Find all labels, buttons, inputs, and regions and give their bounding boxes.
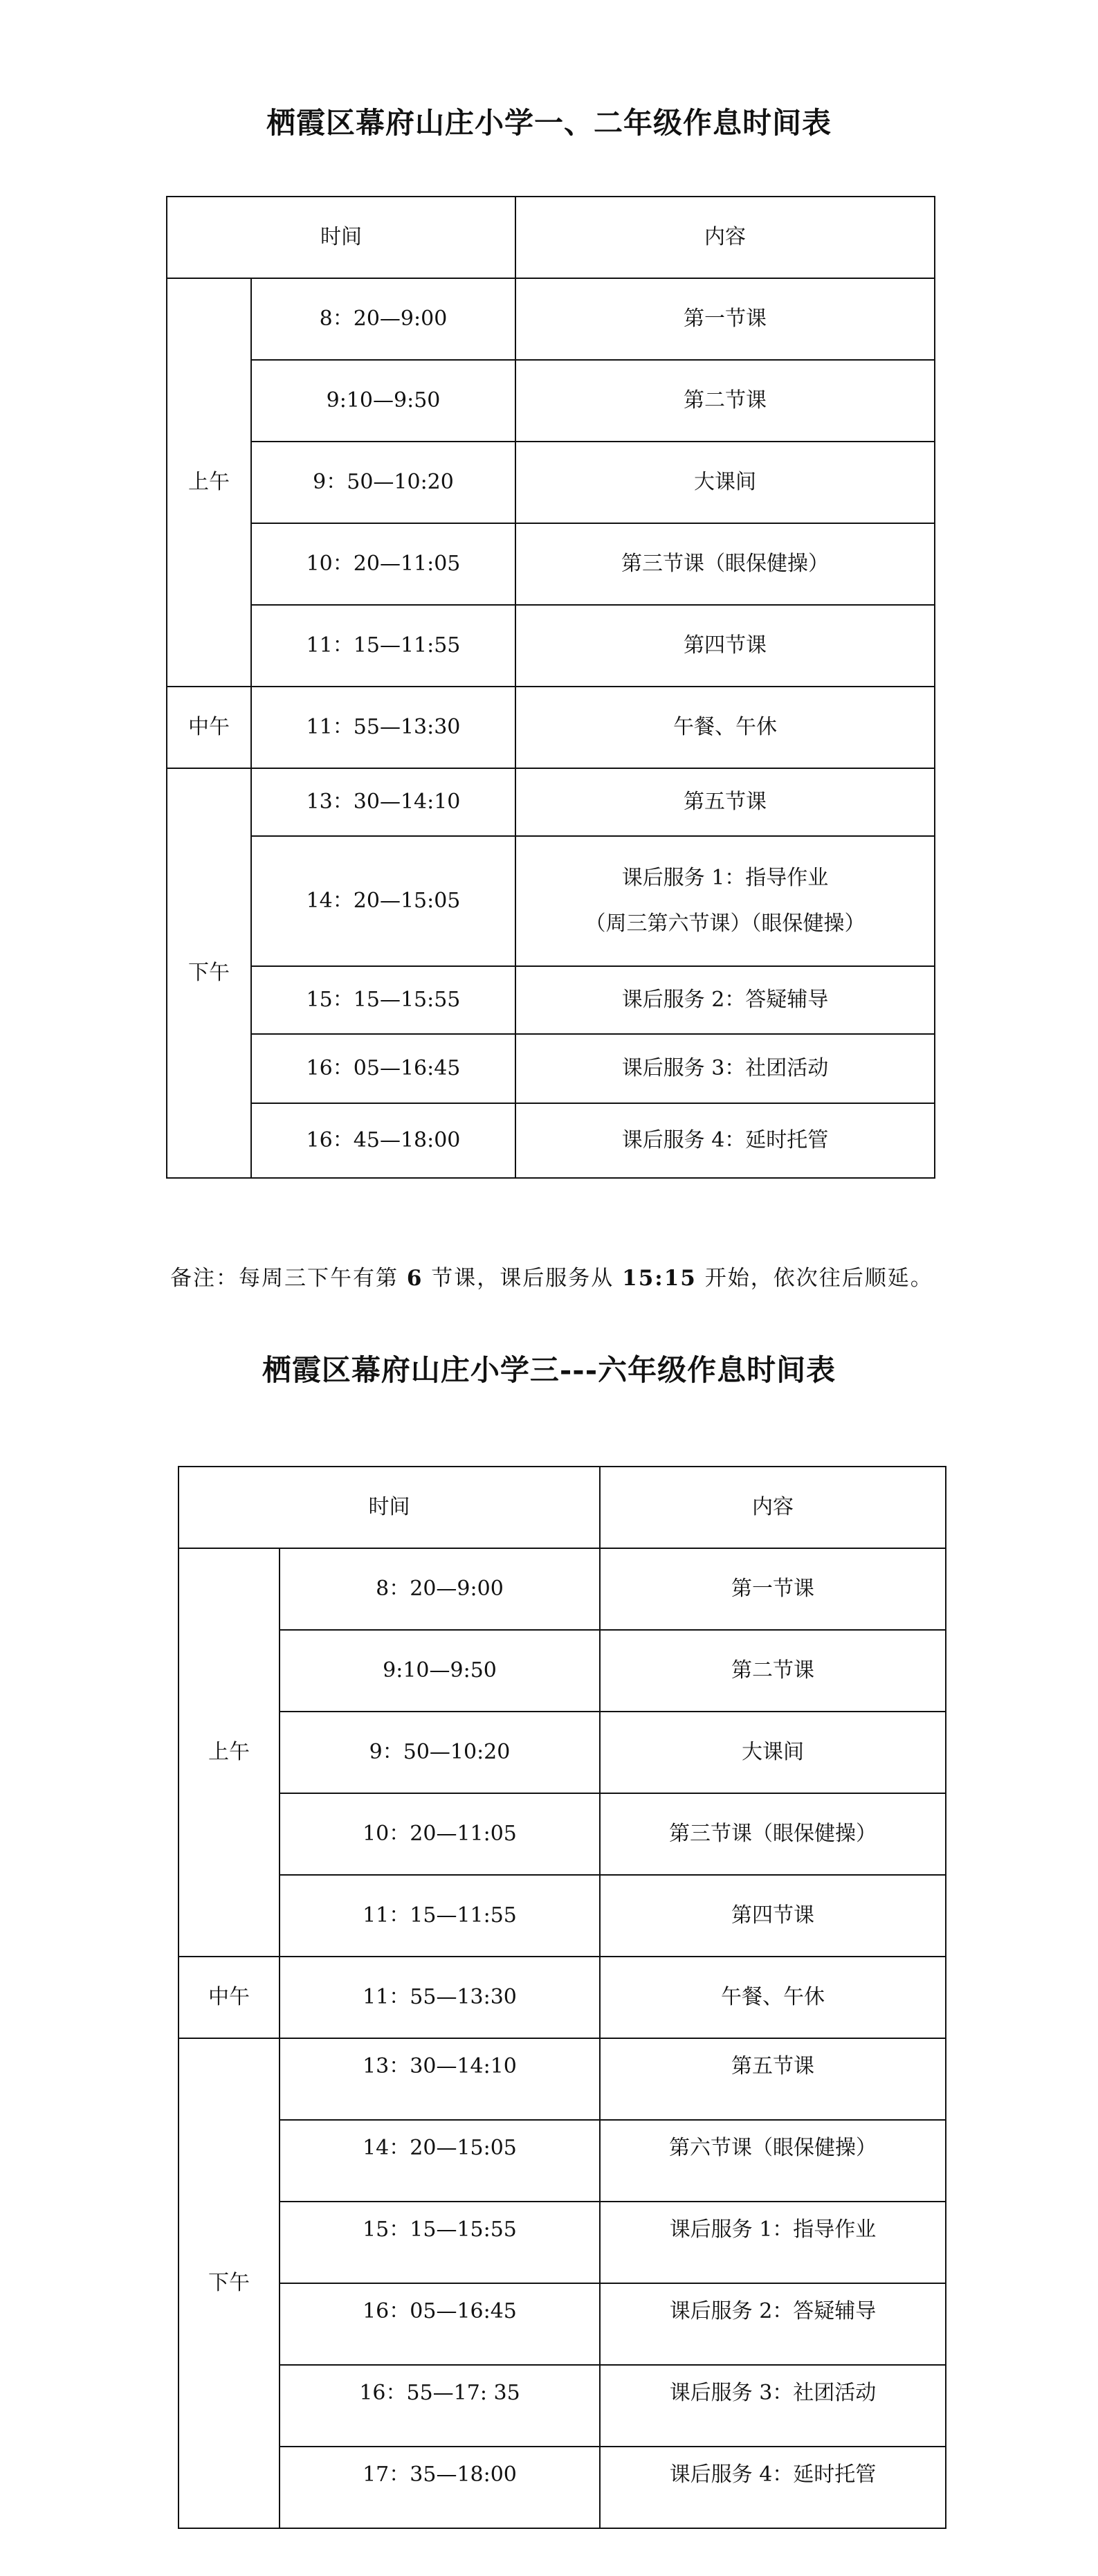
table-row [167, 1103, 935, 1178]
content-cell: 大课间 [515, 442, 935, 523]
content-cell: 第四节课 [600, 1875, 946, 1957]
table-row [179, 1875, 946, 1957]
table-row [167, 360, 935, 442]
time-cell: 17：35—18:00 [280, 2447, 600, 2528]
time-cell: 13：30—14:10 [280, 2038, 600, 2120]
table-row [167, 442, 935, 523]
content-cell: 课后服务 2：答疑辅导 [515, 966, 935, 1034]
time-cell: 8：20—9:00 [280, 1548, 600, 1630]
table-row [167, 687, 935, 768]
time-cell: 9：50—10:20 [280, 1712, 600, 1793]
header-time: 时间 [167, 197, 515, 278]
period-label-morning: 上午 [179, 1548, 280, 1957]
content-cell: 第一节课 [600, 1548, 946, 1630]
time-cell: 9:10—9:50 [280, 1630, 600, 1712]
time-cell: 16：55—17: 35 [280, 2365, 600, 2447]
table-row [167, 836, 935, 966]
table1-title: 栖霞区幕府山庄小学一、二年级作息时间表 [266, 106, 832, 140]
time-cell: 16：05—16:45 [251, 1034, 515, 1103]
content-cell: 第三节课（眼保健操） [515, 523, 935, 605]
table-row [179, 1793, 946, 1875]
time-cell: 9：50—10:20 [251, 442, 515, 523]
period-label-morning: 上午 [167, 278, 251, 687]
table-row [167, 605, 935, 687]
content-line-2: （周三第六节课）（眼保健操） [585, 911, 866, 936]
content-cell: 第二节课 [515, 360, 935, 442]
content-cell: 课后服务 2：答疑辅导 [600, 2283, 946, 2365]
table-header-row [167, 197, 935, 278]
time-cell: 11：55—13:30 [251, 687, 515, 768]
period-label-afternoon: 下午 [167, 768, 251, 1178]
schedule-note [170, 1256, 945, 1300]
table-row [179, 2202, 946, 2283]
content-cell: 课后服务 4：延时托管 [600, 2447, 946, 2528]
header-time: 时间 [179, 1467, 600, 1548]
note-period: 6 [406, 1266, 423, 1291]
content-cell: 课后服务 3：社团活动 [515, 1034, 935, 1103]
time-cell: 8：20—9:00 [251, 278, 515, 360]
table-row [167, 1034, 935, 1103]
table-row [179, 1548, 946, 1630]
header-content: 内容 [600, 1467, 946, 1548]
note-suffix: 开始，依次往后顺延。 [696, 1266, 933, 1291]
time-cell: 14：20—15:05 [251, 836, 515, 966]
time-cell: 13：30—14:10 [251, 768, 515, 836]
time-cell: 11：15—11:55 [280, 1875, 600, 1957]
time-cell: 11：15—11:55 [251, 605, 515, 687]
content-cell: 第六节课（眼保健操） [600, 2120, 946, 2202]
content-cell: 课后服务 3：社团活动 [600, 2365, 946, 2447]
schedule-table-grade-3-6 [178, 1466, 946, 2529]
content-cell: 第四节课 [515, 605, 935, 687]
table-row [167, 768, 935, 836]
table-row [179, 2283, 946, 2365]
header-content: 内容 [515, 197, 935, 278]
time-cell: 10：20—11:05 [251, 523, 515, 605]
table2-title: 栖霞区幕府山庄小学三---六年级作息时间表 [262, 1353, 836, 1387]
content-cell: 大课间 [600, 1712, 946, 1793]
period-label-noon: 中午 [167, 687, 251, 768]
schedule-table-grade-1-2 [166, 196, 935, 1179]
content-line-1: 课后服务 1：指导作业 [621, 866, 829, 890]
time-cell: 10：20—11:05 [280, 1793, 600, 1875]
content-cell: 第一节课 [515, 278, 935, 360]
time-cell: 15：15—15:55 [280, 2202, 600, 2283]
table-row [167, 966, 935, 1034]
table-row [179, 1712, 946, 1793]
content-cell: 第二节课 [600, 1630, 946, 1712]
content-cell: 第五节课 [515, 768, 935, 836]
note-prefix: 备注：每周三下午有第 [170, 1266, 407, 1291]
table-row [179, 2038, 946, 2120]
content-cell: 午餐、午休 [515, 687, 935, 768]
table-row [179, 1630, 946, 1712]
content-cell: 午餐、午休 [600, 1957, 946, 2038]
time-cell: 11：55—13:30 [280, 1957, 600, 2038]
note-start-time: 15:15 [622, 1266, 697, 1291]
table-row [179, 1957, 946, 2038]
time-cell: 14：20—15:05 [280, 2120, 600, 2202]
period-label-afternoon: 下午 [179, 2038, 280, 2528]
table-row [179, 2120, 946, 2202]
period-label-noon: 中午 [179, 1957, 280, 2038]
time-cell: 9:10—9:50 [251, 360, 515, 442]
content-cell [515, 836, 935, 966]
time-cell: 15：15—15:55 [251, 966, 515, 1034]
table-row [179, 2447, 946, 2528]
table-row [167, 278, 935, 360]
content-cell: 第五节课 [600, 2038, 946, 2120]
table-header-row [179, 1467, 946, 1548]
content-cell: 课后服务 4：延时托管 [515, 1103, 935, 1178]
note-middle: 节课，课后服务从 [423, 1266, 623, 1291]
time-cell: 16：05—16:45 [280, 2283, 600, 2365]
table-row [167, 523, 935, 605]
table-row [179, 2365, 946, 2447]
time-cell: 16：45—18:00 [251, 1103, 515, 1178]
content-cell: 第三节课（眼保健操） [600, 1793, 946, 1875]
content-cell: 课后服务 1：指导作业 [600, 2202, 946, 2283]
